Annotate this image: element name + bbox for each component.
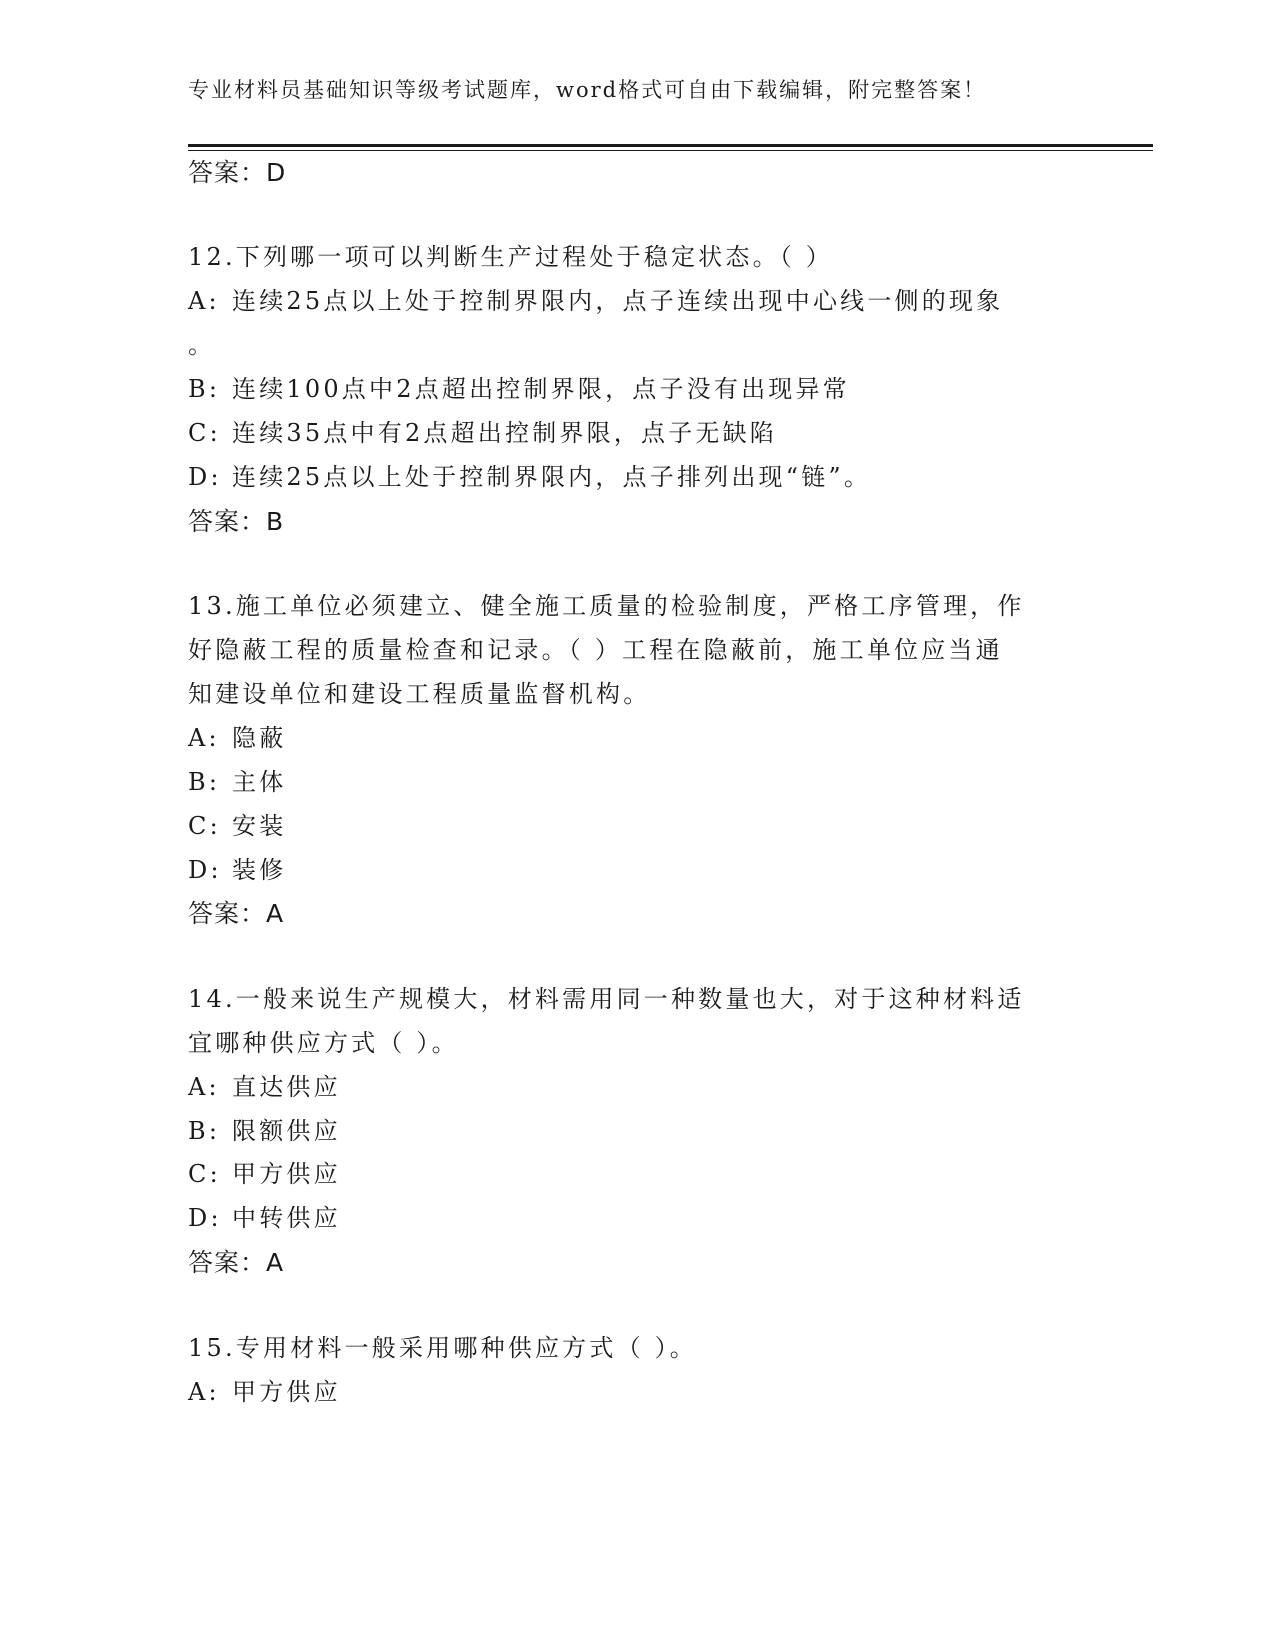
option-line [188,289,1003,313]
option-label: D: [188,1204,222,1232]
question-stem: 知建设单位和建设工程质量监督机构。 [188,680,651,708]
option-label: A: [188,1378,220,1406]
option-text: 隐蔽 [232,724,287,752]
option-line [188,1380,341,1404]
option-text: 主体 [232,768,287,796]
question-stem: 13.施工单位必须建立、健全施工质量的检验制度，严格工序管理，作 [188,592,1025,620]
option-label: A: [188,287,220,315]
option-line [188,377,850,401]
question-stem: 宜哪种供应方式（ ）。 [188,1029,459,1057]
question-stem: 14.一般来说生产规模大，材料需用同一种数量也大，对于这种材料适 [188,985,1025,1013]
option-text: 连续35点中有2点超出控制界限，点子无缺陷 [232,419,778,447]
option-label: A: [188,1073,220,1101]
option-text: 装修 [232,856,287,884]
option-label: C: [188,419,221,447]
option-text: 直达供应 [232,1073,341,1101]
answer-line: 答案：D [188,158,287,187]
option-label: C: [188,1160,221,1188]
option-label: B: [188,375,221,403]
answer-line: 答案：A [188,899,285,928]
option-label: A: [188,724,220,752]
option-text: 甲方供应 [232,1160,341,1188]
answer-line: 答案：B [188,507,285,536]
option-line [188,1206,341,1230]
option-label: D: [188,856,222,884]
option-label: B: [188,1117,221,1145]
option-line [188,421,777,445]
option-label: B: [188,768,221,796]
option-line [188,858,286,882]
question-stem: 12.下列哪一项可以判断生产过程处于稳定状态。（ ） [188,243,833,271]
option-text: 中转供应 [232,1204,341,1232]
question-stem: 15.专用材料一般采用哪种供应方式（ ）。 [188,1334,697,1362]
page-header: 专业材料员基础知识等级考试题库，word格式可自由下载编辑，附完整答案！ [188,78,987,102]
option-text: 连续100点中2点超出控制界限，点子没有出现异常 [232,375,850,403]
option-line [188,333,215,357]
option-line [188,770,286,794]
option-text: 连续25点以上处于控制界限内，点子连续出现中心线一侧的现象 [232,287,1004,315]
option-line [188,814,286,838]
header-rule-thick [188,144,1153,147]
answer-line: 答案：A [188,1248,285,1277]
option-label: D: [188,463,222,491]
option-line [188,465,871,489]
option-line [188,1075,341,1099]
option-text: 限额供应 [232,1117,341,1145]
option-text: 。 [188,331,216,359]
option-line [188,1162,341,1186]
option-text: 甲方供应 [232,1378,341,1406]
header-rule-thin [188,150,1153,151]
option-line [188,726,286,750]
option-label: C: [188,812,221,840]
option-line [188,1119,341,1143]
option-text: 安装 [232,812,287,840]
option-text: 连续25点以上处于控制界限内，点子排列出现“链”。 [232,463,872,491]
question-stem: 好隐蔽工程的质量检查和记录。（ ）工程在隐蔽前，施工单位应当通 [188,636,1003,664]
